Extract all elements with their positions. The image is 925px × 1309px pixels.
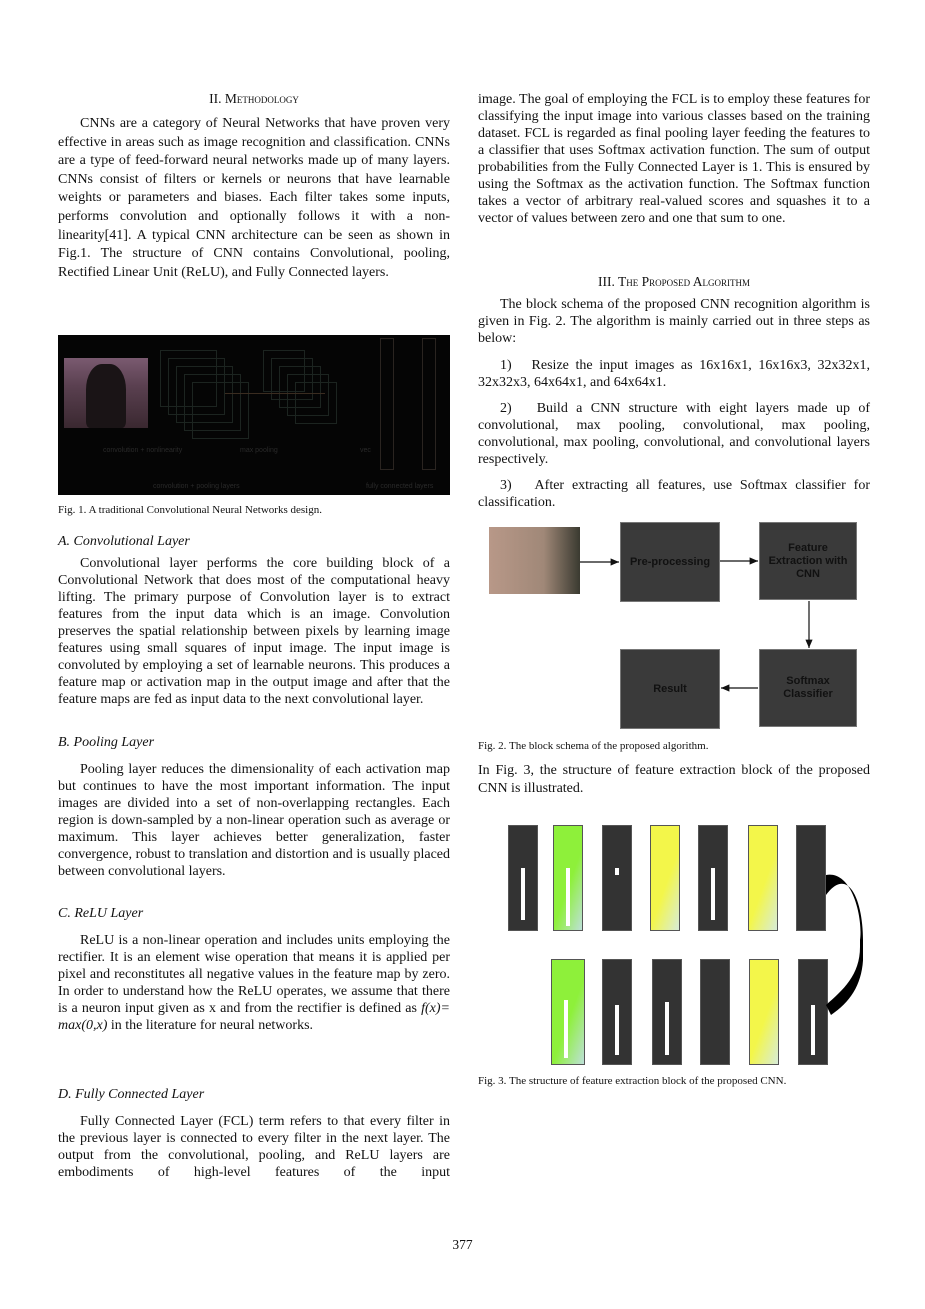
layer-bar xyxy=(508,825,538,931)
figure-2-caption: Fig. 2. The block schema of the proposed algorithm. xyxy=(478,740,709,752)
fig1-label: vec xyxy=(360,447,371,454)
relu-paragraph: ReLU is a non-linear operation and includes units employing the rectifier. It is an element wise operation that means it is applied per pixel and reconstitutes all negative values in the feature map by zero. In order to understand how the ReLU operates, we assume that there is a neuron input given as x and from the rectifier is defined as f(x)= max(0,x) in the literature for neural networks. xyxy=(58,933,450,1033)
section-heading-algorithm: III. The Proposed Algorithm xyxy=(597,274,750,289)
subsection-heading-relu: C. ReLU Layer xyxy=(58,906,144,921)
layer-bar xyxy=(698,825,728,931)
fig1-label: max pooling xyxy=(240,447,278,454)
algorithm-paragraph: The block schema of the proposed CNN recognition algorithm is given in Fig. 2. The algorithm is mainly carried out in three steps as below: xyxy=(478,297,870,346)
layer-bar xyxy=(749,959,779,1065)
curved-connector-icon xyxy=(823,870,863,1020)
fig1-label: fully connected layers xyxy=(366,483,434,490)
figure-3-feature-extraction xyxy=(478,815,870,1075)
step-3: 3) After extracting all features, use Softmax classifier for classification. xyxy=(478,478,874,510)
fig1-label: convolution + nonlinearity xyxy=(103,447,183,454)
horse-image xyxy=(64,358,148,428)
layer-bar xyxy=(650,825,680,931)
fig1-label: convolution + pooling layers xyxy=(153,483,240,490)
softmax-classifier-block: Softmax Classifier xyxy=(759,649,857,727)
layer-bar xyxy=(748,825,778,931)
result-block: Result xyxy=(620,649,720,729)
subsection-heading-fc: D. Fully Connected Layer xyxy=(58,1087,205,1102)
fc-paragraph-continued: image. The goal of employing the FCL is to employ these features for classifying the input image into various classes based on the training dataset. FCL is regarded as final pooling layer feeding the features to a classifier that uses Softmax activation function. The sum of output probabilities from the Fully Connected Layer is 1. This is ensured by using the Softmax as the activation function. The Softmax function takes a vector of arbitrary real-valued scores and squashes it to a vector of values between zero and one that sum to one. xyxy=(478,92,870,226)
subsection-heading-pooling: B. Pooling Layer xyxy=(58,735,155,750)
layer-bar xyxy=(602,825,632,931)
preprocessing-block: Pre-processing xyxy=(620,522,720,602)
layer-bar xyxy=(652,959,682,1065)
layer-bar xyxy=(553,825,583,931)
section-heading-methodology: II. Methodology xyxy=(209,91,299,106)
pooling-paragraph: Pooling layer reduces the dimensionality of each activation map but continues to have the most important information. The input images are divided into a set of non-overlapping rectangles. Each region is down-sampled by a non-linear operation such as average or maximum. This layer achieves better generalization, faster convergence, robust to translation and distortion and is usually placed between convolutional layers. xyxy=(58,762,450,879)
layer-bar xyxy=(796,825,826,931)
feature-extraction-block: Feature Extraction with CNN xyxy=(759,522,857,600)
step-2: 2) Build a CNN structure with eight layers made up of convolutional, max pooling, convolutional, max pooling, convolutional, max pooling, convolutional, and convolutional layers respectively. xyxy=(478,401,874,467)
layer-bar xyxy=(602,959,632,1065)
figure-1-cnn-diagram xyxy=(58,335,450,495)
figure-3-caption: Fig. 3. The structure of feature extraction block of the proposed CNN. xyxy=(478,1075,787,1087)
layer-bar xyxy=(551,959,585,1065)
methodology-paragraph: CNNs are a category of Neural Networks that have proven very effective in areas such as image recognition and classification. CNNs are a type of feed-forward neural networks made up of many layers. CNNs consist of filters or kernels or neurons that have learnable weights or parameters and biases. Each filter takes some inputs, performs convolution and optionally follows it with a non-linearity[41]. A typical CNN architecture can be seen as shown in Fig.1. The structure of CNN contains Convolutional, pooling, Rectified Linear Unit (ReLU), and Fully Connected layers. xyxy=(58,116,450,280)
fig3-intro-paragraph: In Fig. 3, the structure of feature extraction block of the proposed CNN is illustrated. xyxy=(478,763,870,796)
figure-2-block-schema xyxy=(478,515,870,710)
conv-paragraph: Convolutional layer performs the core building block of a Convolutional Network that does most of the computational heavy lifting. The primary purpose of Convolution layer is to extract features from the input data which is an image. Convolution preserves the spatial relationship between pixels by learning image features using small squares of input image. The input image is convoluted by employing a set of learnable neurons. This produces a feature map or activation map in the output image and after that the feature maps are fed as input data to the next convolutional layer. xyxy=(58,556,450,707)
layer-bar xyxy=(700,959,730,1065)
subsection-heading-conv: A. Convolutional Layer xyxy=(58,534,190,549)
figure-1-caption: Fig. 1. A traditional Convolutional Neural Networks design. xyxy=(58,504,322,516)
page-number: 377 xyxy=(452,1237,473,1252)
step-1: 1) Resize the input images as 16x16x1, 16x16x3, 32x32x1, 32x32x3, 64x64x1, and 64x64x1. xyxy=(478,358,874,390)
fc-paragraph: Fully Connected Layer (FCL) term refers to that every filter in the previous layer is connected to every filter in the next layer. The output from the convolutional, pooling, and ReLU layers are embodiments of high-level features of the input xyxy=(58,1114,450,1180)
